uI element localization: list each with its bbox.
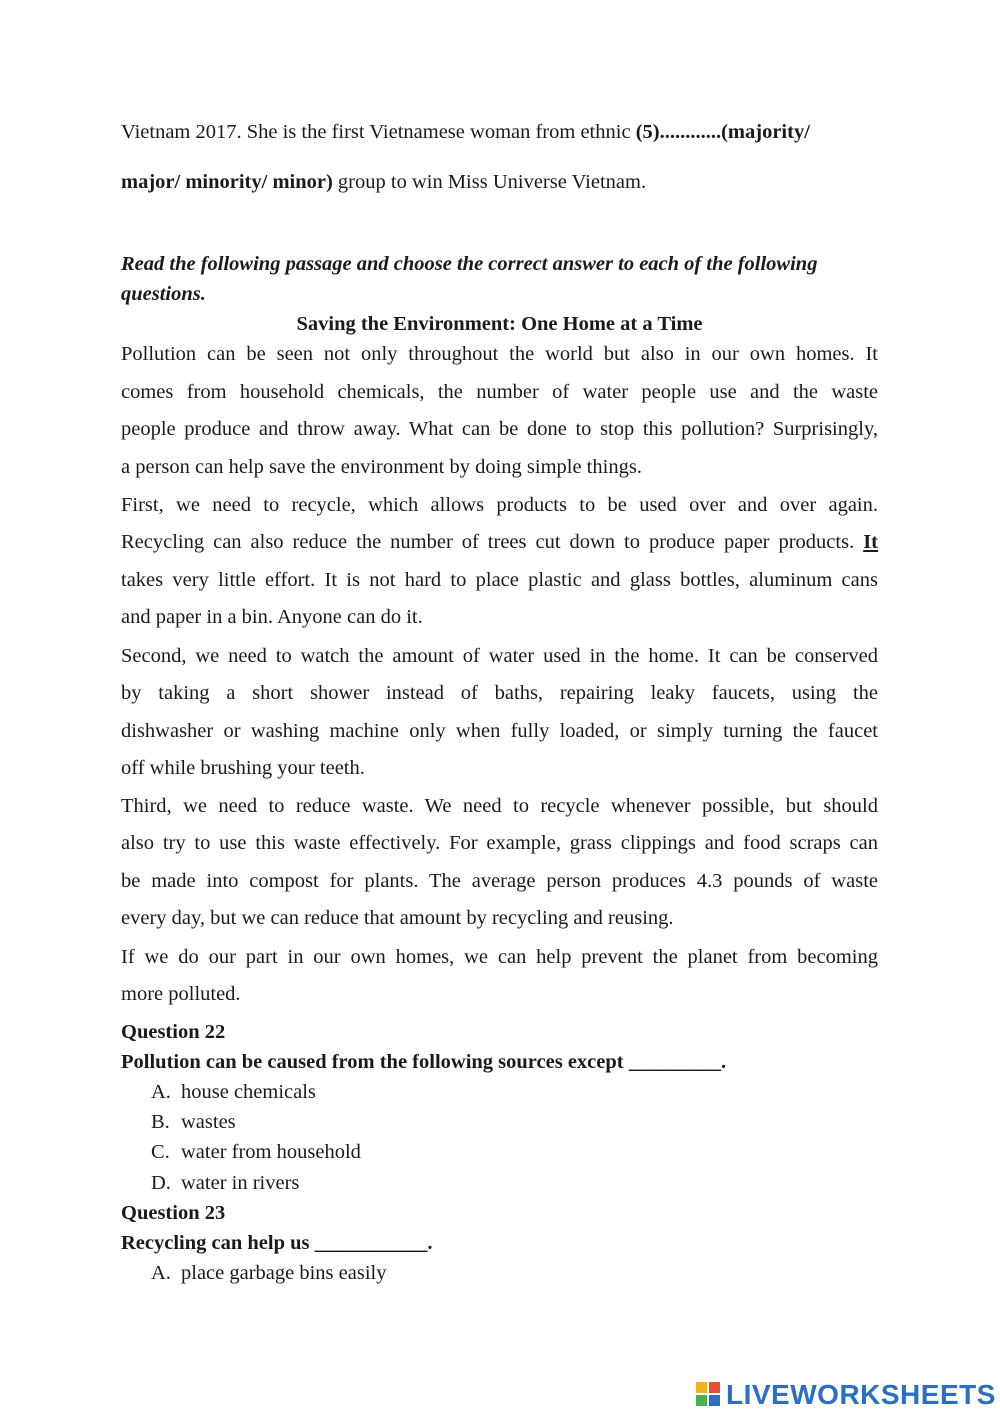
passage-line: dishwasher or washing machine only when fully loaded, or simply turning the faucet [121, 720, 878, 742]
passage-line-with-reference [121, 531, 878, 554]
passage-line: comes from household chemicals, the number of water people use and the waste [121, 381, 878, 403]
passage-line: also try to use this waste effectively. For example, grass clippings and food scraps can [121, 832, 878, 854]
passage-line: takes very little effort. It is not hard to place plastic and glass bottles, aluminum cans [121, 569, 878, 591]
passage-line: more polluted. [121, 983, 241, 1005]
passage-line: by taking a short shower instead of baths, repairing leaky faucets, using the [121, 682, 878, 704]
passage-line: Recycling can also reduce the number of trees cut down to produce paper products. [121, 531, 855, 553]
passage-line: If we do our part in our own homes, we can help prevent the planet from becoming [121, 946, 878, 968]
passage-line: a person can help save the environment by doing simple things. [121, 456, 642, 478]
intro-text-1: Vietnam 2017. She is the first Vietnamese woman from ethnic [121, 121, 636, 143]
intro-line-2 [121, 171, 878, 194]
question-22-stem: Pollution can be caused from the following sources except _________. [121, 1051, 727, 1073]
passage-line: every day, but we can reduce that amount by recycling and reusing. [121, 907, 674, 929]
passage-line: be made into compost for plants. The average person produces 4.3 pounds of waste [121, 870, 878, 892]
passage-line: First, we need to recycle, which allows products to be used over and over again. [121, 494, 878, 516]
instruction-line-2: questions. [121, 283, 206, 305]
underlined-reference-word: It [863, 531, 878, 553]
passage-line: off while brushing your teeth. [121, 757, 365, 779]
instruction-line-1: Read the following passage and choose the correct answer to each of the following [121, 253, 818, 275]
question-23-option-a[interactable]: A. place garbage bins easily [151, 1262, 387, 1284]
blank-5: (5)............(majority/ [635, 121, 810, 143]
question-23-label: Question 23 [121, 1202, 226, 1224]
question-22-option-d[interactable]: D. water in rivers [151, 1172, 300, 1194]
passage-line: Second, we need to watch the amount of water used in the home. It can be conserved [121, 645, 878, 667]
question-22-option-a[interactable]: A. house chemicals [151, 1081, 316, 1103]
liveworksheets-logo [696, 1378, 996, 1412]
question-22-label: Question 22 [121, 1021, 226, 1043]
intro-text-2: group to win Miss Universe Vietnam. [332, 171, 647, 193]
logo-text: LIVEWORKSHEETS [726, 1379, 996, 1410]
liveworksheets-logo-icon [696, 1382, 722, 1408]
question-22-option-b[interactable]: B. wastes [151, 1111, 236, 1133]
passage-line: people produce and throw away. What can be done to stop this pollution? Surprisingly, [121, 418, 878, 440]
passage-line: and paper in a bin. Anyone can do it. [121, 606, 423, 628]
intro-line-1 [121, 121, 878, 144]
passage-line: Pollution can be seen not only throughout the world but also in our own homes. It [121, 343, 878, 365]
blank-5-options: major/ minority/ minor) [121, 171, 333, 193]
question-23-stem: Recycling can help us ___________. [121, 1232, 433, 1254]
passage-title: Saving the Environment: One Home at a Time [296, 313, 703, 335]
question-22-option-c[interactable]: C. water from household [151, 1141, 361, 1163]
passage-line: Third, we need to reduce waste. We need to recycle whenever possible, but should [121, 795, 878, 817]
